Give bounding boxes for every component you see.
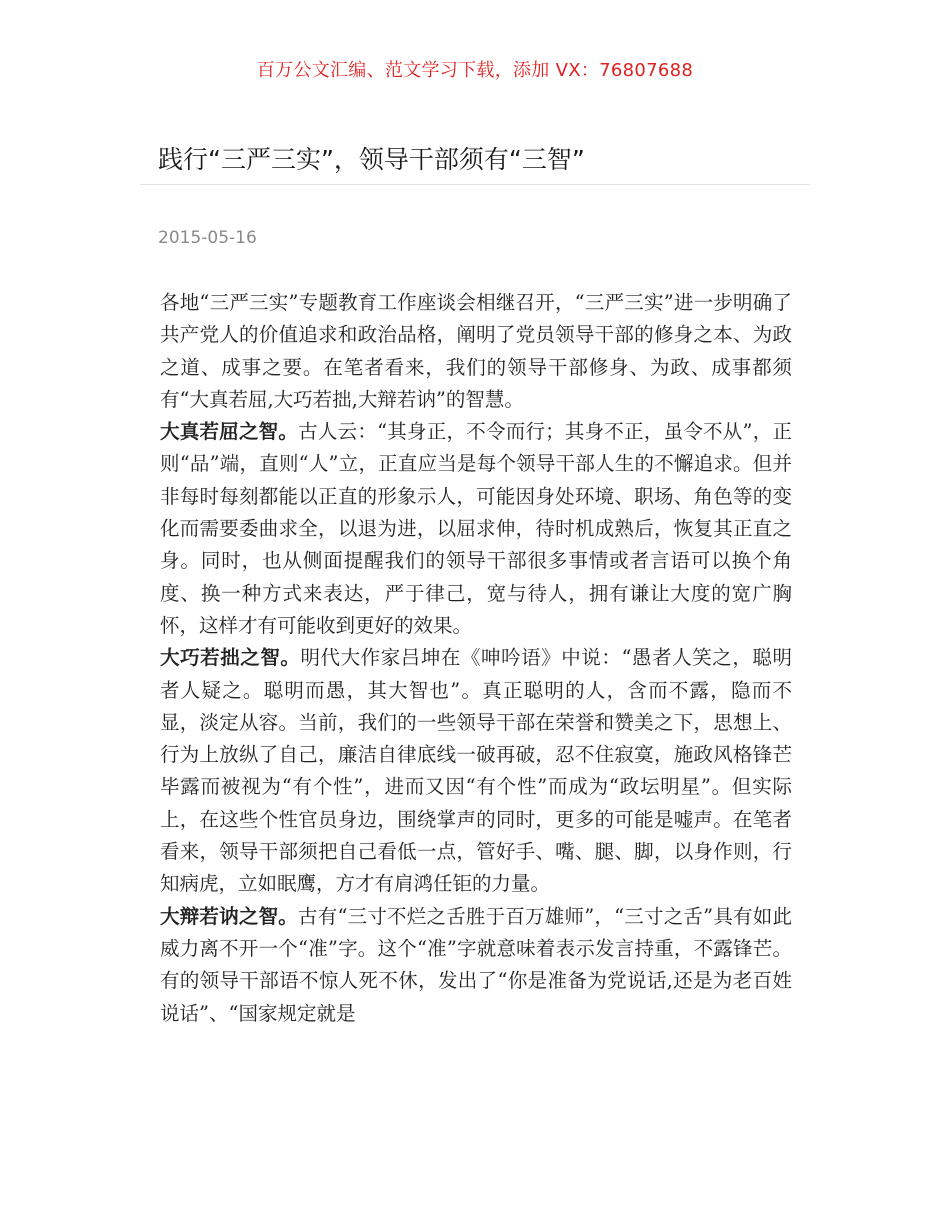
- section-text-2: 明代大作家吕坤在《呻吟语》中说：“愚者人笑之，聪明者人疑之。聪明而愚，其大智也”。真正聪明的人，含而不露，隐而不显，淡定从容。当前，我们的一些领导干部在荣誉和赞美之下，思想上、行为上放纵了自己，廉洁自律底线一破再破，忍不住寂寞，施政风格锋芒毕露而被视为“有个性”，进而又因“有个性”而成为“政坛明星”。但实际上，在这些个性官员身边，围绕掌声的同时，更多的可能是嘘声。在笔者看来，领导干部须把自己看低一点，管好手、嘴、腿、脚，以身作则，行知病虎，立如眠鹰，方才有肩鸿任钜的力量。: [160, 646, 792, 896]
- section-paragraph-2: [160, 642, 792, 900]
- section-text-3: 古有“三寸不烂之舌胜于百万雄师”，“三寸之舌”具有如此威力离不开一个“准”字。这个“准”字就意味着表示发言持重，不露锋芒。有的领导干部语不惊人死不休，发出了“你是准备为党说话,还是为老百姓说话”、“国家规定就是: [160, 904, 792, 1025]
- section-heading-2: 大巧若拙之智。: [160, 646, 301, 670]
- section-text-1: 古人云：“其身正，不令而行；其身不正，虽令不从”，正则“品”端，直则“人”立，正直应当是每个领导干部人生的不懈追求。但并非每时每刻都能以正直的形象示人，可能因身处环境、职场、角色等的变化而需要委曲求全，以退为进，以屈求伸，待时机成熟后，恢复其正直之身。同时，也从侧面提醒我们的领导干部很多事情或者言语可以换个角度、换一种方式来表达，严于律己，宽与待人，拥有谦让大度的宽广胸怀，这样才有可能收到更好的效果。: [160, 420, 792, 637]
- watermark-banner: 百万公文汇编、范文学习下载，添加 VX：76807688: [256, 60, 694, 81]
- section-paragraph-3: [160, 901, 792, 1030]
- section-paragraph-1: [160, 416, 792, 642]
- article-title: 践行“三严三实”，领导干部须有“三智”: [158, 145, 585, 174]
- intro-paragraph: 各地“三严三实”专题教育工作座谈会相继召开，“三严三实”进一步明确了共产党人的价值追求和政治品格，阐明了党员领导干部的修身之本、为政之道、成事之要。在笔者看来，我们的领导干部修身、为政、成事都须有“大真若屈,大巧若拙,大辩若讷”的智慧。: [160, 291, 792, 411]
- publish-date: 2015-05-16: [158, 228, 257, 248]
- title-divider: [140, 184, 810, 185]
- section-heading-3: 大辩若讷之智。: [160, 904, 299, 928]
- section-heading-1: 大真若屈之智。: [160, 420, 299, 444]
- article-body: [160, 287, 792, 1030]
